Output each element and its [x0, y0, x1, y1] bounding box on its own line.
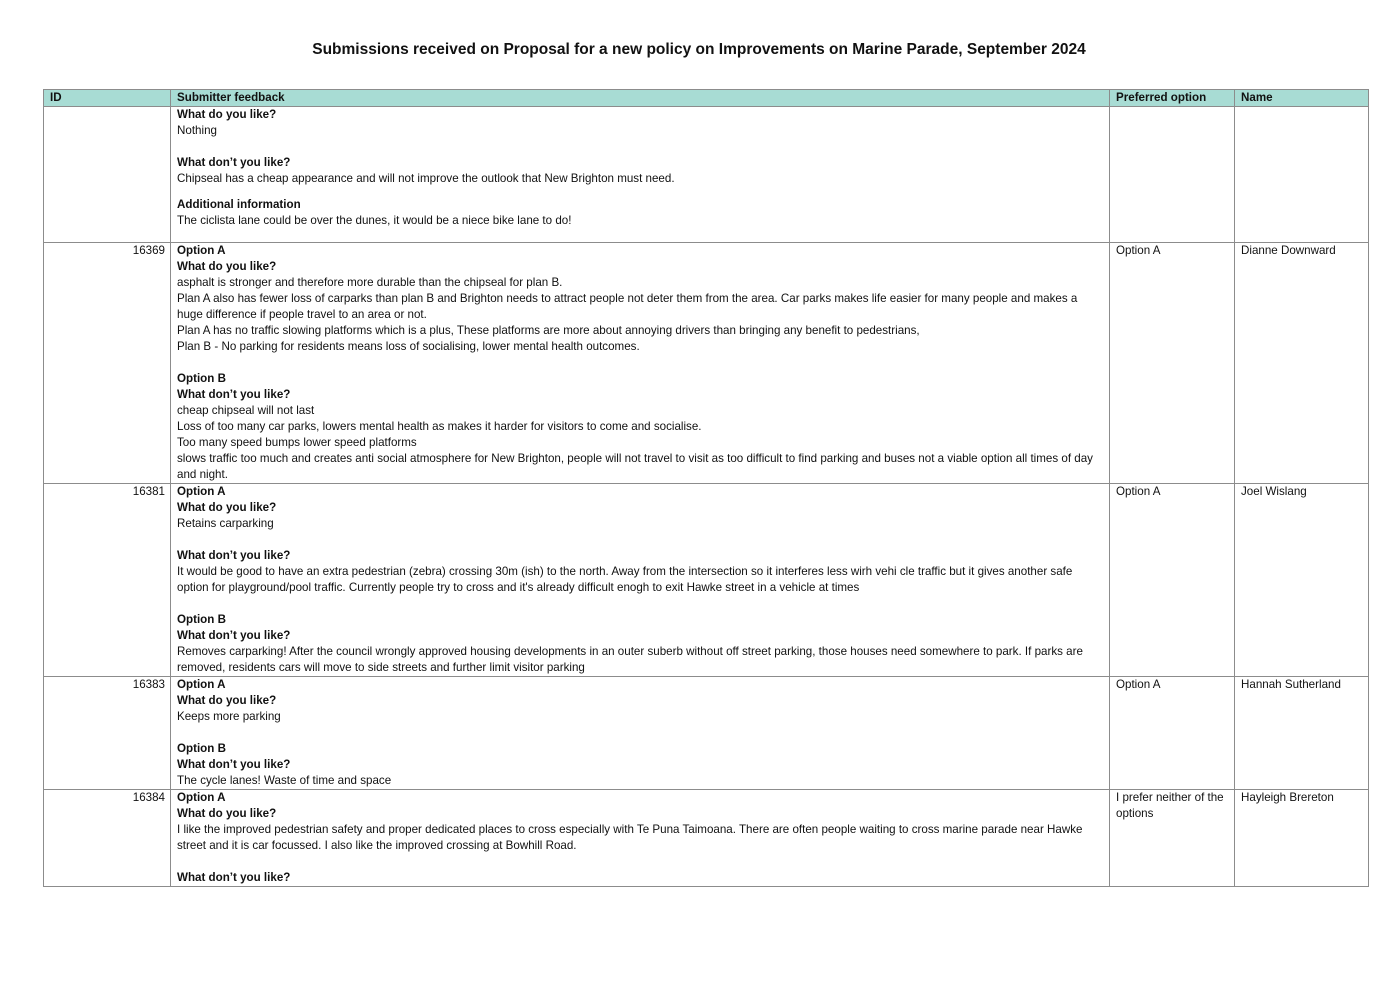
preferred-option: I prefer neither of the options: [1110, 790, 1235, 887]
table-row: [44, 107, 1369, 243]
submitter-feedback: [171, 107, 1110, 243]
feedback-text: Plan A also has fewer loss of carparks than plan B and Brighton needs to attract people not deter them from the area. Car parks makes life easier for many people and makes a huge difference if people travel to an area or not.: [177, 292, 1078, 321]
paragraph-spacer: [177, 596, 1104, 612]
feedback-text: It would be good to have an extra pedestrian (zebra) crossing 30m (ish) to the north. Away from the intersection so it interferes less wirh vehi cle traffic but it gives another safe option for playground/pool traffic. Currently people try to cross and it's already difficult enogh to exit Hawke street in a vehicle at times: [177, 565, 1073, 594]
feedback-heading: What don’t you like?: [177, 156, 291, 169]
table-row: [44, 243, 1369, 484]
submitter-feedback: [171, 243, 1110, 484]
preferred-option: Option A: [1110, 243, 1235, 484]
feedback-heading: What do you like?: [177, 501, 277, 514]
submitter-name: Joel Wislang: [1235, 484, 1369, 677]
feedback-text: cheap chipseal will not last: [177, 404, 315, 417]
feedback-heading: What don’t you like?: [177, 388, 291, 401]
feedback-heading: What don’t you like?: [177, 871, 291, 884]
submission-id: 16369: [44, 243, 171, 484]
feedback-text: Removes carparking! After the council wrongly approved housing developments in an outer suberb without off street parking, those houses need somewhere to park. If parks are removed, residents cars will move to side streets and further limit visitor parking: [177, 645, 1083, 674]
feedback-heading: Option A: [177, 678, 226, 691]
feedback-heading: What don’t you like?: [177, 549, 291, 562]
submissions-table: [43, 89, 1369, 887]
header-preferred-option: Preferred option: [1110, 90, 1235, 107]
feedback-heading: What do you like?: [177, 108, 277, 121]
submitter-name: Dianne Downward: [1235, 243, 1369, 484]
feedback-heading: What do you like?: [177, 694, 277, 707]
submitter-name: Hannah Sutherland: [1235, 677, 1369, 790]
feedback-heading: Option B: [177, 742, 226, 755]
paragraph-spacer: [177, 187, 1104, 197]
submission-id: [44, 107, 171, 243]
feedback-heading: Option B: [177, 372, 226, 385]
feedback-text: Nothing: [177, 124, 217, 137]
feedback-heading: Option A: [177, 244, 226, 257]
feedback-heading: What do you like?: [177, 260, 277, 273]
feedback-heading: What don’t you like?: [177, 629, 291, 642]
document-title: Submissions received on Proposal for a new policy on Improvements on Marine Parade, September 2024: [312, 41, 1086, 58]
table-row: [44, 790, 1369, 887]
submission-id: 16383: [44, 677, 171, 790]
feedback-text: Retains carparking: [177, 517, 274, 530]
feedback-text: Plan B - No parking for residents means loss of socialising, lower mental health outcomes.: [177, 340, 640, 353]
paragraph-spacer: [177, 355, 1104, 371]
feedback-text: Chipseal has a cheap appearance and will not improve the outlook that New Brighton must need.: [177, 172, 675, 185]
feedback-text: The ciclista lane could be over the dunes, it would be a niece bike lane to do!: [177, 214, 572, 227]
header-id: ID: [44, 90, 171, 107]
paragraph-spacer: [177, 532, 1104, 548]
feedback-heading: What don’t you like?: [177, 758, 291, 771]
feedback-text: Plan A has no traffic slowing platforms which is a plus, These platforms are more about annoying drivers than bringing any benefit to pedestrians,: [177, 324, 920, 337]
paragraph-spacer: [177, 725, 1104, 741]
table-row: [44, 484, 1369, 677]
feedback-text: slows traffic too much and creates anti social atmosphere for New Brighton, people will not travel to visit as too difficult to find parking and buses not a viable option all times of day and night.: [177, 452, 1093, 481]
preferred-option: Option A: [1110, 484, 1235, 677]
header-feedback: Submitter feedback: [171, 90, 1110, 107]
table-row: [44, 677, 1369, 790]
feedback-heading: Additional information: [177, 198, 301, 211]
preferred-option: [1110, 107, 1235, 243]
paragraph-spacer: [177, 139, 1104, 155]
header-name: Name: [1235, 90, 1369, 107]
submission-id: 16384: [44, 790, 171, 887]
feedback-text: Keeps more parking: [177, 710, 281, 723]
feedback-text: The cycle lanes! Waste of time and space: [177, 774, 392, 787]
submission-id: 16381: [44, 484, 171, 677]
feedback-heading: Option B: [177, 613, 226, 626]
submitter-name: Hayleigh Brereton: [1235, 790, 1369, 887]
feedback-text: asphalt is stronger and therefore more durable than the chipseal for plan B.: [177, 276, 563, 289]
feedback-text: Too many speed bumps lower speed platforms: [177, 436, 417, 449]
feedback-text: Loss of too many car parks, lowers mental health as makes it harder for visitors to come and socialise.: [177, 420, 702, 433]
feedback-text: I like the improved pedestrian safety and proper dedicated places to cross especially with Te Puna Taimoana. There are often people waiting to cross marine parade near Hawke street and it is car focussed. I also like the improved crossing at Bowhill Road.: [177, 823, 1083, 852]
submitter-feedback: [171, 790, 1110, 887]
feedback-heading: Option A: [177, 485, 226, 498]
paragraph-spacer: [177, 854, 1104, 870]
submitter-name: [1235, 107, 1369, 243]
feedback-heading: Option A: [177, 791, 226, 804]
submitter-feedback: [171, 484, 1110, 677]
preferred-option: Option A: [1110, 677, 1235, 790]
submitter-feedback: [171, 677, 1110, 790]
table-header-row: [44, 90, 1369, 107]
feedback-heading: What do you like?: [177, 807, 277, 820]
